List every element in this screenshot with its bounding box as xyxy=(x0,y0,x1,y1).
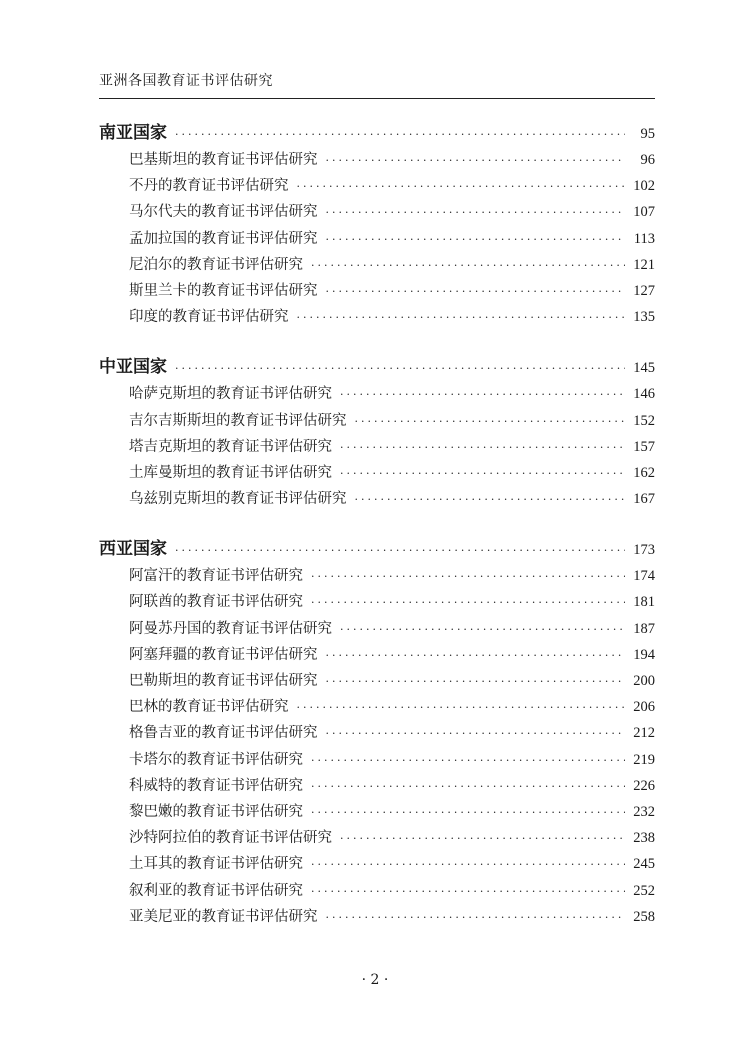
toc-entry[interactable] xyxy=(99,643,655,669)
toc-entry[interactable] xyxy=(99,669,655,695)
entry-page-number: 152 xyxy=(633,412,655,429)
toc-entry[interactable] xyxy=(99,409,655,435)
page-number: · 2 · xyxy=(361,972,389,988)
dot-leader xyxy=(311,806,625,819)
section-title: 中亚国家 xyxy=(99,357,167,378)
toc-entry[interactable] xyxy=(99,617,655,643)
toc-entry[interactable] xyxy=(99,200,655,226)
toc-entry[interactable] xyxy=(99,253,655,279)
entry-page-number: 219 xyxy=(633,751,655,768)
toc-entry[interactable] xyxy=(99,748,655,774)
toc-entry[interactable] xyxy=(99,461,655,487)
entry-page-number: 113 xyxy=(633,230,655,247)
entry-title: 吉尔吉斯斯坦的教育证书评估研究 xyxy=(129,412,347,429)
dot-leader xyxy=(311,885,625,898)
entry-title: 沙特阿拉伯的教育证书评估研究 xyxy=(129,830,332,847)
entry-title: 叙利亚的教育证书评估研究 xyxy=(129,882,303,899)
dot-leader xyxy=(311,259,625,272)
toc-entry[interactable] xyxy=(99,435,655,461)
toc-entry[interactable] xyxy=(99,721,655,747)
dot-leader xyxy=(297,701,626,714)
toc-section-heading[interactable] xyxy=(99,534,655,564)
toc-section-heading[interactable] xyxy=(99,118,655,148)
entry-title: 塔吉克斯坦的教育证书评估研究 xyxy=(129,438,332,455)
toc-entry[interactable] xyxy=(99,695,655,721)
entry-title: 乌兹别克斯坦的教育证书评估研究 xyxy=(129,491,347,508)
toc-entry[interactable] xyxy=(99,774,655,800)
toc-entry[interactable] xyxy=(99,826,655,852)
entry-page-number: 146 xyxy=(633,386,655,403)
dot-leader xyxy=(297,311,626,324)
dot-leader xyxy=(175,362,625,375)
section-title: 南亚国家 xyxy=(99,123,167,143)
entry-page-number: 121 xyxy=(633,256,655,273)
dot-leader xyxy=(326,649,626,662)
entry-page-number: 226 xyxy=(633,777,655,794)
dot-leader xyxy=(311,780,625,793)
toc-entry[interactable] xyxy=(99,227,655,253)
dot-leader xyxy=(311,570,625,583)
toc-entry[interactable] xyxy=(99,590,655,616)
section-page-number: 173 xyxy=(633,542,655,559)
entry-title: 尼泊尔的教育证书评估研究 xyxy=(129,256,303,273)
entry-page-number: 245 xyxy=(633,856,655,873)
toc-entry[interactable] xyxy=(99,148,655,174)
entry-page-number: 187 xyxy=(633,620,655,637)
entry-page-number: 157 xyxy=(633,438,655,455)
dot-leader xyxy=(355,493,626,506)
toc-section-heading[interactable] xyxy=(99,352,655,382)
toc-section-south-asia xyxy=(99,118,655,331)
toc-entry[interactable] xyxy=(99,382,655,408)
entry-title: 巴林的教育证书评估研究 xyxy=(129,699,289,716)
toc-entry[interactable] xyxy=(99,279,655,305)
dot-leader xyxy=(326,233,626,246)
entry-page-number: 206 xyxy=(633,699,655,716)
entry-title: 阿富汗的教育证书评估研究 xyxy=(129,568,303,585)
entry-title: 亚美尼亚的教育证书评估研究 xyxy=(129,908,318,925)
entry-page-number: 258 xyxy=(633,908,655,925)
entry-page-number: 181 xyxy=(633,594,655,611)
dot-leader xyxy=(326,727,626,740)
section-page-number: 145 xyxy=(633,360,655,377)
header-rule xyxy=(99,98,655,99)
entry-page-number: 135 xyxy=(633,309,655,326)
entry-page-number: 194 xyxy=(633,646,655,663)
entry-title: 阿曼苏丹国的教育证书评估研究 xyxy=(129,620,332,637)
dot-leader xyxy=(326,911,626,924)
entry-title: 斯里兰卡的教育证书评估研究 xyxy=(129,282,318,299)
entry-title: 不丹的教育证书评估研究 xyxy=(129,178,289,195)
entry-page-number: 238 xyxy=(633,830,655,847)
dot-leader xyxy=(311,754,625,767)
running-header: 亚洲各国教育证书评估研究 xyxy=(99,73,273,89)
entry-title: 土耳其的教育证书评估研究 xyxy=(129,856,303,873)
toc-entry[interactable] xyxy=(99,174,655,200)
entry-title: 科威特的教育证书评估研究 xyxy=(129,777,303,794)
dot-leader xyxy=(311,858,625,871)
entry-title: 巴勒斯坦的教育证书评估研究 xyxy=(129,673,318,689)
dot-leader xyxy=(175,544,625,557)
entry-page-number: 252 xyxy=(633,882,655,899)
dot-leader xyxy=(340,388,625,401)
dot-leader xyxy=(297,180,626,193)
entry-title: 马尔代夫的教育证书评估研究 xyxy=(129,204,318,221)
toc-entry[interactable] xyxy=(99,905,655,931)
entry-page-number: 162 xyxy=(633,464,655,481)
entry-page-number: 127 xyxy=(633,282,655,299)
entry-page-number: 167 xyxy=(633,491,655,508)
entry-title: 阿塞拜疆的教育证书评估研究 xyxy=(129,646,318,663)
dot-leader xyxy=(340,832,625,845)
entry-page-number: 212 xyxy=(633,725,655,742)
toc-entry[interactable] xyxy=(99,879,655,905)
entry-page-number: 107 xyxy=(633,204,655,221)
entry-page-number: 102 xyxy=(633,178,655,195)
entry-page-number: 232 xyxy=(633,803,655,820)
toc-section-central-asia xyxy=(99,352,655,513)
dot-leader xyxy=(175,128,625,141)
entry-title: 巴基斯坦的教育证书评估研究 xyxy=(129,152,318,168)
entry-page-number: 174 xyxy=(633,568,655,585)
toc-entry[interactable] xyxy=(99,564,655,590)
toc-section-west-asia xyxy=(99,534,655,931)
dot-leader xyxy=(326,206,626,219)
entry-title: 卡塔尔的教育证书评估研究 xyxy=(129,751,303,768)
dot-leader xyxy=(340,623,625,636)
section-page-number: 95 xyxy=(640,126,655,142)
toc-entry[interactable] xyxy=(99,800,655,826)
entry-page-number: 200 xyxy=(633,673,655,689)
dot-leader xyxy=(326,675,626,688)
entry-title: 土库曼斯坦的教育证书评估研究 xyxy=(129,464,332,481)
entry-title: 格鲁吉亚的教育证书评估研究 xyxy=(129,725,318,742)
dot-leader xyxy=(326,154,626,167)
dot-leader xyxy=(355,415,626,428)
dot-leader xyxy=(340,441,625,454)
table-of-contents xyxy=(99,118,655,952)
dot-leader xyxy=(340,467,625,480)
section-title: 西亚国家 xyxy=(99,539,167,560)
entry-title: 印度的教育证书评估研究 xyxy=(129,309,289,326)
entry-title: 孟加拉国的教育证书评估研究 xyxy=(129,230,318,247)
entry-title: 黎巴嫩的教育证书评估研究 xyxy=(129,803,303,820)
dot-leader xyxy=(326,285,626,298)
entry-page-number: 96 xyxy=(640,152,655,168)
toc-entry[interactable] xyxy=(99,487,655,513)
entry-title: 哈萨克斯坦的教育证书评估研究 xyxy=(129,386,332,403)
entry-title: 阿联酋的教育证书评估研究 xyxy=(129,594,303,611)
toc-entry[interactable] xyxy=(99,852,655,878)
toc-entry[interactable] xyxy=(99,305,655,331)
dot-leader xyxy=(311,596,625,609)
